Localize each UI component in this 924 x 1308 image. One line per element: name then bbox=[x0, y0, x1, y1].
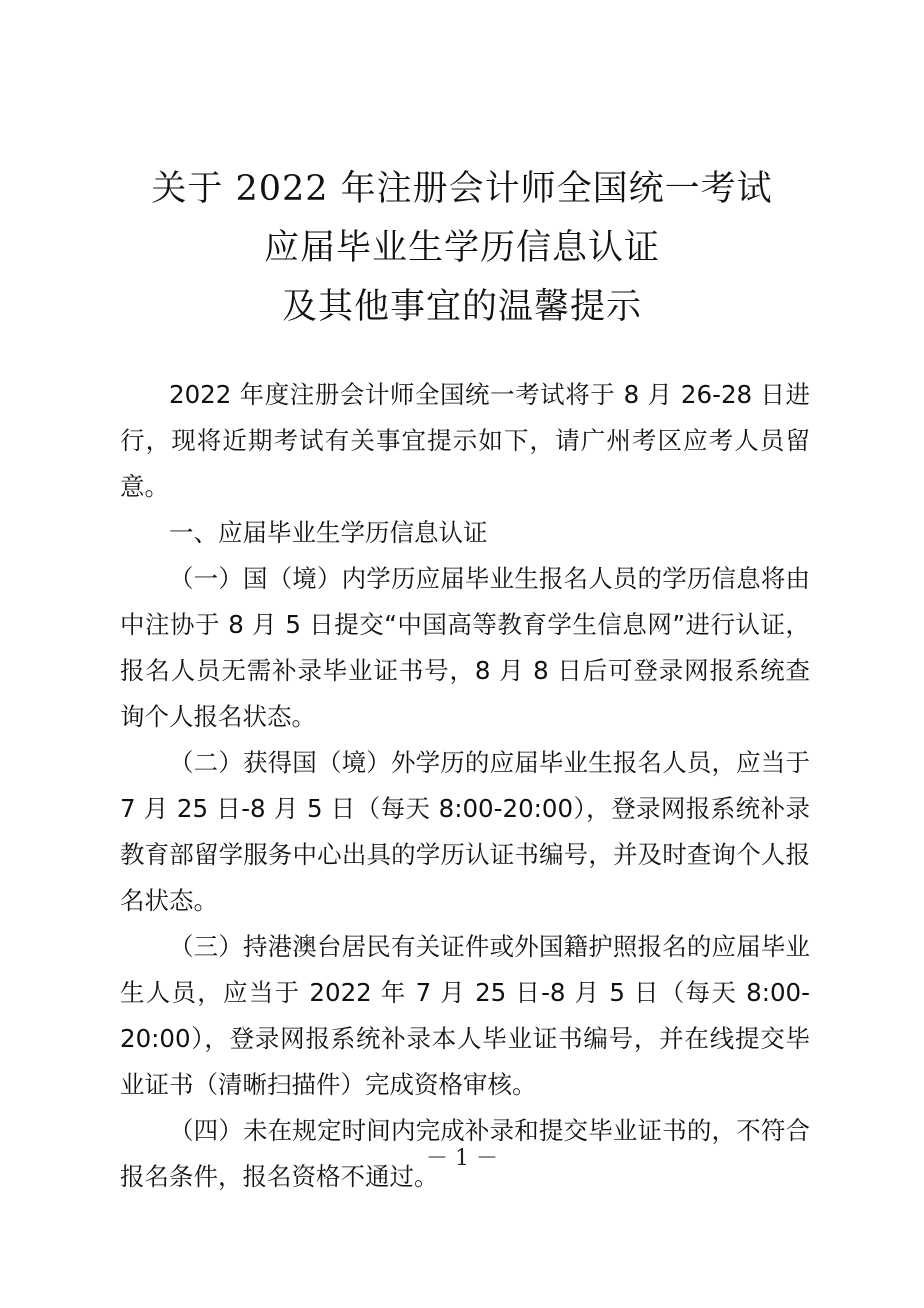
title-line-1: 关于 2022 年注册会计师全国统一考试 bbox=[151, 169, 773, 209]
document-body bbox=[120, 372, 810, 1200]
item-paragraph-1: （一）国（境）内学历应届毕业生报名人员的学历信息将由中注协于 8 月 5 日提交“中国高等教育学生信息网”进行认证，报名人员无需补录毕业证书号，8 月 8 日后可登录网报系统查询个人报名状态。 bbox=[120, 564, 810, 731]
title-line-2: 应届毕业生学历信息认证 bbox=[263, 228, 660, 268]
item-paragraph-2: （二）获得国（境）外学历的应届毕业生报名人员，应当于 7 月 25 日-8 月 5 日（每天 8:00-20:00），登录网报系统补录教育部留学服务中心出具的学历认证书编号，并及时查询个人报名状态。 bbox=[120, 748, 810, 915]
intro-paragraph: 2022 年度注册会计师全国统一考试将于 8 月 26-28 日进行，现将近期考试有关事宜提示如下，请广州考区应考人员留意。 bbox=[120, 380, 810, 501]
section-heading-1: 一、应届毕业生学历信息认证 bbox=[169, 518, 488, 547]
document-title bbox=[0, 160, 924, 337]
title-line-3: 及其他事宜的温馨提示 bbox=[281, 287, 642, 327]
item-paragraph-4: （四）未在规定时间内完成补录和提交毕业证书的，不符合报名条件，报名资格不通过。 bbox=[120, 1116, 810, 1191]
item-paragraph-3: （三）持港澳台居民有关证件或外国籍护照报名的应届毕业生人员，应当于 2022 年 7 月 25 日-8 月 5 日（每天 8:00-20:00），登录网报系统补录本人毕业证书编号，并在线提交毕业证书（清晰扫描件）完成资格审核。 bbox=[120, 932, 810, 1099]
page-number: － 1 － bbox=[426, 1146, 498, 1171]
